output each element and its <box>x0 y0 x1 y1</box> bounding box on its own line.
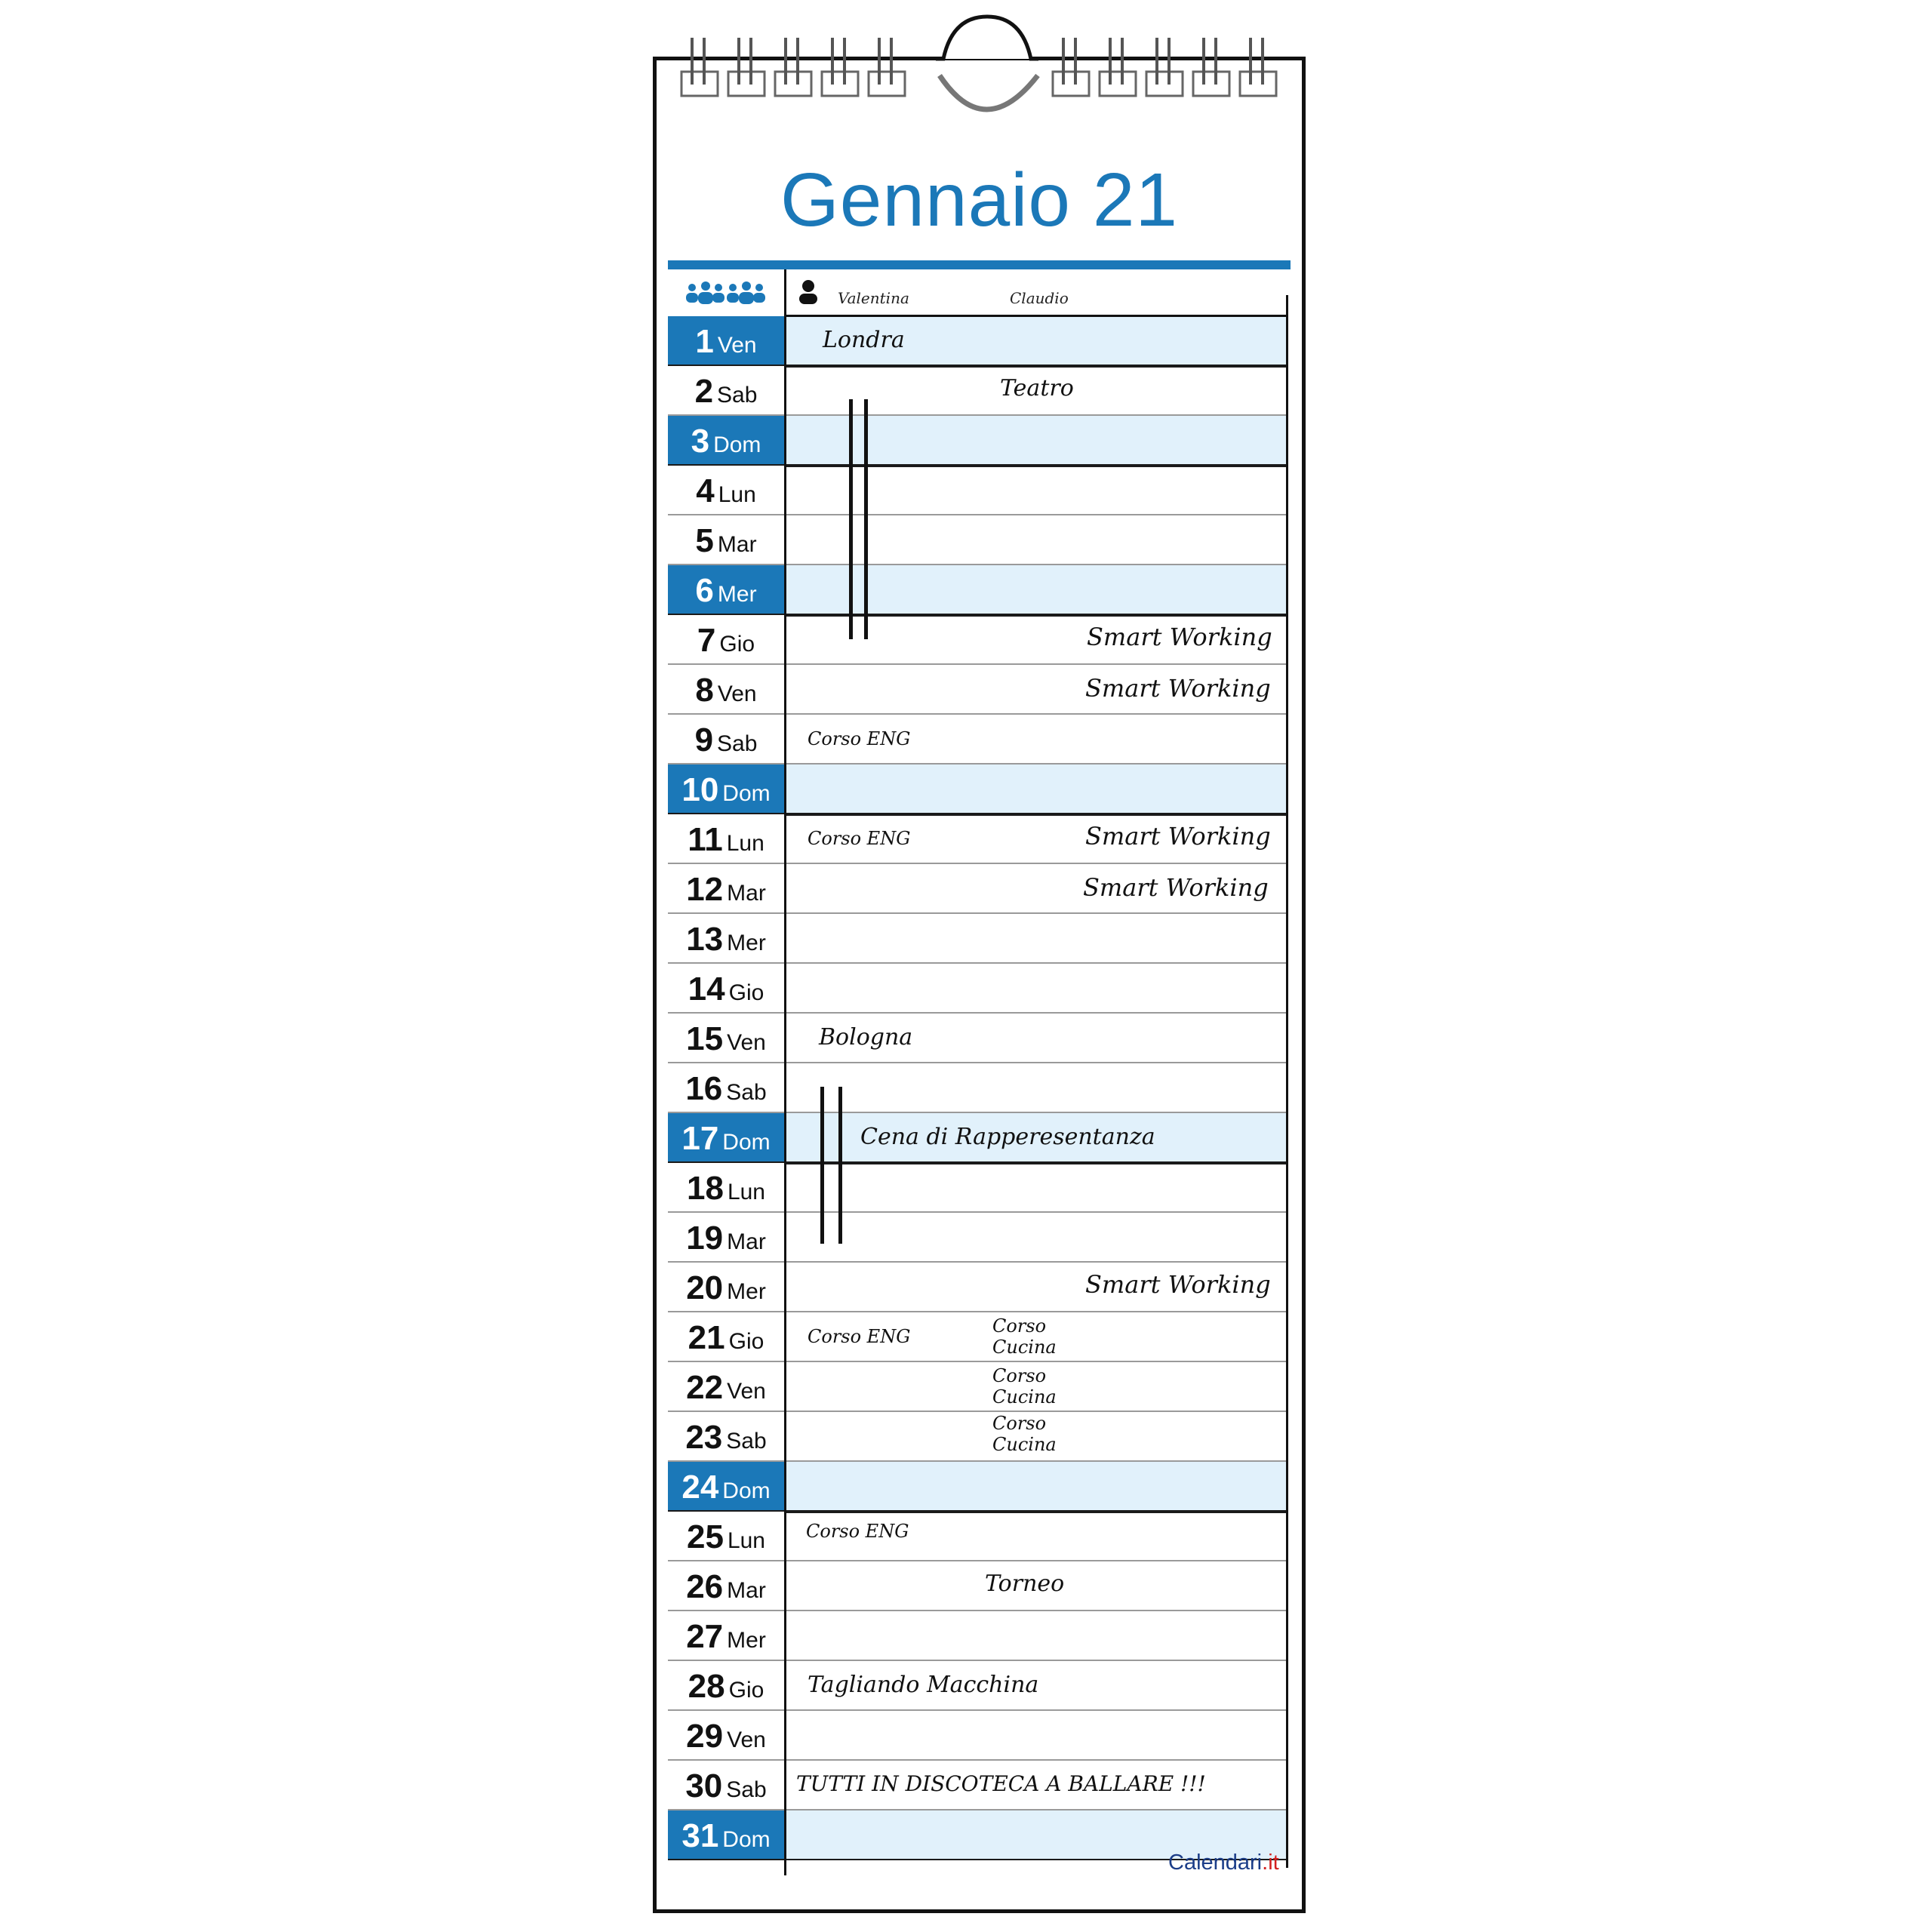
day-label <box>668 1312 784 1362</box>
day-row <box>668 1512 1291 1561</box>
day-row <box>668 764 1291 814</box>
day-number: 4 <box>696 472 715 509</box>
calendar-note: Tagliando Macchina <box>808 1672 1039 1698</box>
day-label <box>668 1561 784 1611</box>
day-number: 9 <box>694 721 714 758</box>
weekday-label: Lun <box>726 831 764 856</box>
day-label <box>668 366 784 416</box>
day-number: 10 <box>681 771 719 808</box>
month-title: Gennaio 21 <box>780 158 1179 242</box>
weekday-label: Ven <box>727 1030 766 1055</box>
day-rows <box>668 316 1291 1860</box>
day-cell[interactable] <box>785 416 1287 466</box>
calendar-note: Londra <box>823 327 905 353</box>
calendar-note: Corso ENG <box>808 728 911 749</box>
day-label <box>668 1810 784 1860</box>
row-separator <box>785 1512 1287 1513</box>
day-cell[interactable] <box>785 1163 1287 1213</box>
day-label <box>668 665 784 715</box>
calendar-note: Corso Cucina <box>992 1365 1057 1407</box>
calendar-note: Torneo <box>985 1571 1065 1597</box>
weekday-label: Lun <box>727 1528 765 1553</box>
day-number: 17 <box>681 1120 719 1157</box>
calendar-note: Corso ENG <box>806 1521 909 1542</box>
duration-bar <box>820 1087 824 1244</box>
weekday-label: Lun <box>718 482 756 507</box>
day-label <box>668 1761 784 1810</box>
day-number: 3 <box>691 423 710 460</box>
right-border-line <box>1286 295 1288 1868</box>
weekday-label: Ven <box>717 681 757 706</box>
weekday-label: Ven <box>717 333 757 358</box>
day-cell[interactable] <box>785 565 1287 615</box>
day-row <box>668 316 1291 366</box>
row-separator <box>785 466 1287 467</box>
day-cell[interactable] <box>785 515 1287 565</box>
hanger-notch <box>936 17 1038 59</box>
day-label <box>668 1512 784 1561</box>
day-cell[interactable] <box>785 914 1287 964</box>
calendar-note: Corso ENG <box>808 828 911 849</box>
day-label <box>668 964 784 1014</box>
day-row <box>668 1711 1291 1761</box>
calendar-note: Smart Working <box>1085 822 1271 851</box>
day-number: 31 <box>681 1817 719 1854</box>
day-number: 15 <box>686 1020 724 1057</box>
day-number: 20 <box>686 1269 724 1306</box>
weekday-label: Gio <box>719 632 755 657</box>
day-number: 5 <box>695 522 714 559</box>
day-number: 2 <box>694 373 714 410</box>
day-number: 19 <box>686 1220 724 1257</box>
weekday-label: Mer <box>727 1628 766 1653</box>
weekday-label: Mer <box>727 931 766 955</box>
column-name-claudio: Claudio <box>1010 289 1069 307</box>
calendar-note: Smart Working <box>1087 623 1272 651</box>
calendar-note: Corso ENG <box>808 1326 911 1347</box>
day-row <box>668 515 1291 565</box>
day-row <box>668 565 1291 615</box>
weekday-label: Gio <box>728 1329 764 1354</box>
day-label <box>668 565 784 615</box>
day-row <box>668 1462 1291 1512</box>
weekday-label: Mar <box>727 881 766 906</box>
day-cell[interactable] <box>785 1462 1287 1512</box>
day-number: 30 <box>685 1767 723 1804</box>
day-number: 24 <box>681 1469 719 1506</box>
day-label <box>668 515 784 565</box>
day-number: 18 <box>686 1170 724 1207</box>
date-column-divider <box>784 269 786 1875</box>
brand-name: Calendari <box>1168 1850 1263 1875</box>
weekday-label: Ven <box>727 1727 766 1752</box>
day-row <box>668 1014 1291 1063</box>
day-label <box>668 1661 784 1711</box>
person-icon <box>798 278 819 306</box>
day-number: 22 <box>686 1369 724 1406</box>
day-label <box>668 1113 784 1163</box>
day-label <box>668 1263 784 1312</box>
day-row <box>668 466 1291 515</box>
day-number: 21 <box>688 1319 725 1356</box>
row-separator <box>785 615 1287 617</box>
day-label <box>668 615 784 665</box>
calendar-note: Corso Cucina <box>992 1413 1057 1455</box>
weekday-label: Sab <box>717 731 758 756</box>
weekday-label: Ven <box>727 1379 766 1404</box>
day-label <box>668 914 784 964</box>
column-name-valentina: Valentina <box>838 289 909 307</box>
day-label <box>668 864 784 914</box>
weekday-label: Lun <box>727 1180 765 1204</box>
day-number: 1 <box>695 323 714 360</box>
weekday-label: Dom <box>722 1478 771 1503</box>
day-cell[interactable] <box>785 1063 1287 1113</box>
weekday-label: Sab <box>726 1777 767 1802</box>
weekday-label: Dom <box>722 1827 771 1852</box>
day-number: 26 <box>686 1568 724 1605</box>
day-number: 11 <box>688 821 723 858</box>
weekday-label: Mer <box>727 1279 766 1304</box>
day-cell[interactable] <box>785 1711 1287 1761</box>
day-label <box>668 316 784 366</box>
calendar-note: Smart Working <box>1085 1270 1271 1299</box>
day-number: 23 <box>685 1419 723 1456</box>
calendar-note: Smart Working <box>1083 873 1269 902</box>
weekday-label: Dom <box>713 432 761 457</box>
day-row <box>668 1213 1291 1263</box>
weekday-label: Mar <box>727 1229 766 1254</box>
day-label <box>668 416 784 466</box>
day-cell[interactable] <box>785 764 1287 814</box>
day-label <box>668 1163 784 1213</box>
title-rule <box>668 260 1291 269</box>
day-number: 12 <box>686 871 724 908</box>
day-row <box>668 1312 1291 1362</box>
day-row <box>668 715 1291 764</box>
weekday-label: Mer <box>717 582 757 607</box>
day-label <box>668 1462 784 1512</box>
day-label <box>668 764 784 814</box>
day-row <box>668 416 1291 466</box>
day-number: 27 <box>686 1618 724 1655</box>
day-label <box>668 1362 784 1412</box>
day-row <box>668 1163 1291 1213</box>
day-number: 28 <box>688 1668 725 1705</box>
day-row <box>668 1611 1291 1661</box>
weekday-label: Gio <box>728 1678 764 1703</box>
day-label <box>668 814 784 864</box>
row-separator <box>785 1163 1287 1164</box>
day-row <box>668 1362 1291 1412</box>
day-number: 16 <box>685 1070 723 1107</box>
day-label <box>668 1412 784 1462</box>
day-number: 8 <box>695 672 714 709</box>
weekday-label: Sab <box>726 1080 767 1105</box>
day-label <box>668 1611 784 1661</box>
calendar-note: Cena di Rapperesentanza <box>860 1124 1155 1150</box>
day-number: 7 <box>697 622 716 659</box>
day-label <box>668 715 784 764</box>
weekday-label: Sab <box>726 1429 767 1454</box>
weekday-label: Dom <box>722 1130 771 1155</box>
day-row <box>668 1561 1291 1611</box>
weekday-label: Mar <box>717 532 757 557</box>
day-label <box>668 1014 784 1063</box>
header-underline <box>785 315 1288 317</box>
day-label <box>668 1063 784 1113</box>
weekday-label: Dom <box>722 781 771 806</box>
calendar-note: TUTTI IN DISCOTECA A BALLARE !!! <box>796 1771 1206 1796</box>
row-separator <box>785 814 1287 816</box>
day-cell[interactable] <box>785 466 1287 515</box>
weekday-label: Gio <box>728 980 764 1005</box>
day-number: 6 <box>695 572 714 609</box>
day-label <box>668 1213 784 1263</box>
day-cell[interactable] <box>785 1213 1287 1263</box>
day-number: 25 <box>686 1518 724 1555</box>
calendar-note: Bologna <box>819 1024 913 1051</box>
column-header <box>668 269 1291 316</box>
brand-logo <box>1168 1850 1279 1875</box>
day-cell[interactable] <box>785 1611 1287 1661</box>
day-number: 29 <box>686 1718 724 1755</box>
day-row <box>668 964 1291 1014</box>
calendar-note: Smart Working <box>1085 674 1271 703</box>
day-number: 13 <box>686 921 724 958</box>
duration-bar <box>864 399 868 639</box>
people-group-icon <box>683 280 768 307</box>
row-separator <box>785 366 1287 368</box>
day-number: 14 <box>688 971 725 1008</box>
calendar-note: Corso Cucina <box>992 1315 1057 1358</box>
day-cell[interactable] <box>785 964 1287 1014</box>
day-label <box>668 1711 784 1761</box>
weekday-label: Mar <box>727 1578 766 1603</box>
duration-bar <box>838 1087 842 1244</box>
day-row <box>668 1063 1291 1113</box>
weekday-label: Sab <box>717 383 758 408</box>
duration-bar <box>849 399 853 639</box>
day-label <box>668 466 784 515</box>
day-row <box>668 1412 1291 1462</box>
brand-tld: .it <box>1262 1850 1279 1875</box>
calendar-note: Teatro <box>1000 375 1074 401</box>
day-row <box>668 914 1291 964</box>
day-row <box>668 366 1291 416</box>
